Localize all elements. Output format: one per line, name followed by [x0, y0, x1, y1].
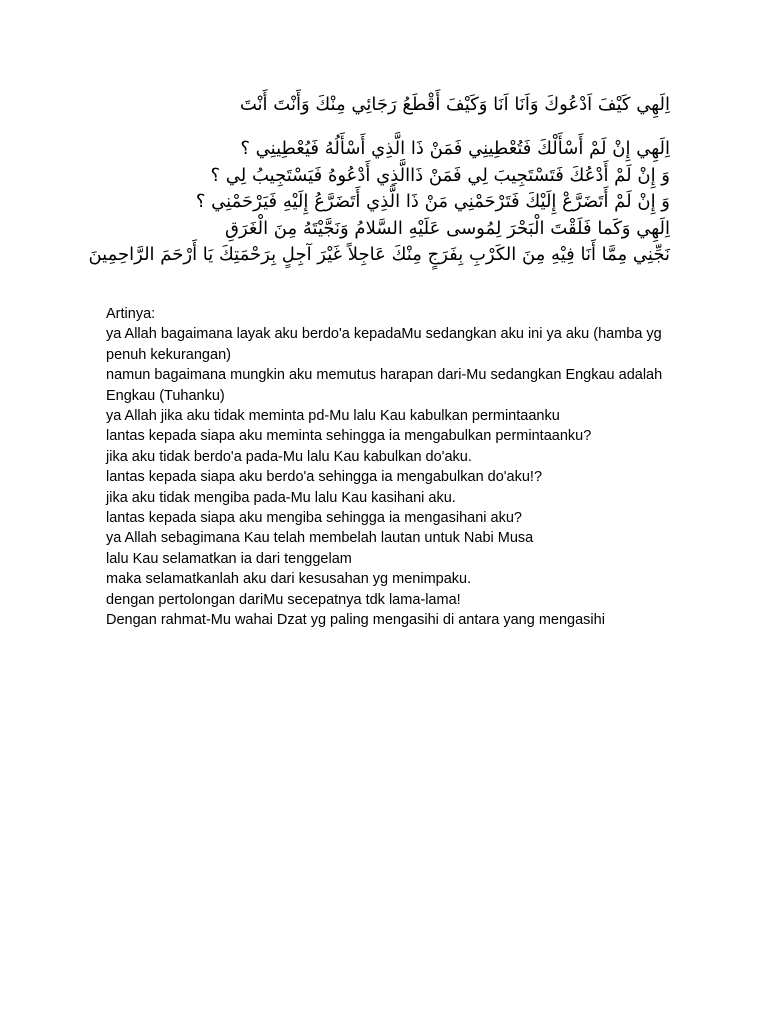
arabic-line: اِلَهِي وَكَما فَلَقْتَ الْبَحْرَ لِمُوسى عَلَيْهِ السَّلامُ وَنَجَّيْتَهُ مِنَ الْغَرَقِ [225, 217, 670, 239]
arabic-line: اِلَهِي إِنْ لَمْ أَسْأَلْكَ فَتُعْطِينِي فَمَنْ ذَا الَّذِي أَسْأَلُهُ فَيُعْطِينِي ؟ [240, 138, 670, 159]
arabic-title-line: اِلَهِي كَيْفَ اَدْعُوكَ وَاَنَا اَنَا وَكَيْفَ أَقْطَعُ رَجَائِي مِنْكَ وَأَنْتَ أَنْتَ [239, 94, 670, 115]
arabic-line: وَ إِنْ لَمْ أَدْعُكَ فَتَسْتَجِيبَ لِي فَمَنْ ذَاالَّذِي أَدْعُوهُ فَيَسْتَجِيبُ لِي ؟ [210, 164, 670, 186]
translation-text [106, 304, 676, 631]
translation-line: lantas kepada siapa aku mengiba sehingga ia mengasihani aku? [106, 510, 522, 527]
translation-line: lantas kepada siapa aku meminta sehingga ia mengabulkan permintaanku? [106, 428, 592, 445]
translation-line: lantas kepada siapa aku berdo'a sehingga ia mengabulkan do'aku!? [106, 469, 543, 486]
arabic-line: نَجِّنِي مِمَّا أَنَا فِيْهِ مِنَ الكَرْبِ بِفَرَجٍ مِنْكَ عَاجِلاً غَيْرَ آجِلٍ بِرَحْمَتِكَ يَا أَرْحَمَ الرَّاحِمِينَ [88, 244, 670, 265]
translation-line: jika aku tidak berdo'a pada-Mu lalu Kau kabulkan do'aku. [106, 448, 472, 465]
translation-heading: Artinya: [106, 306, 156, 322]
translation-line: ya Allah jika aku tidak meminta pd-Mu lalu Kau kabulkan permintaanku [106, 408, 560, 425]
translation-line: dengan pertolongan dariMu secepatnya tdk lama-lama! [106, 591, 461, 608]
arabic-line: وَ إِنْ لَمْ أَتَضَرَّعْ إِلَيْكَ فَتَرْحَمْنِي مَنْ ذَا الَّذِي أَتَضَرَّعُ إِلَيْهِ فَيَرْحَمْنِي ؟ [195, 191, 670, 212]
translation-line: maka selamatkanlah aku dari kesusahan yg menimpaku. [106, 571, 472, 588]
translation-line: ya Allah sebagimana Kau telah membelah lautan untuk Nabi Musa [106, 530, 534, 547]
translation-line: lalu Kau selamatkan ia dari tenggelam [106, 550, 352, 567]
translation-line: Dengan rahmat-Mu wahai Dzat yg paling mengasihi di antara yang mengasihi [106, 612, 605, 629]
translation-line: namun bagaimana mungkin aku memutus harapan dari-Mu sedangkan Engkau adalah Engkau (Tuhanku) [106, 367, 663, 404]
arabic-prayer-text [88, 88, 670, 269]
translation-line: ya Allah bagaimana layak aku berdo'a kepadaMu sedangkan aku ini ya aku (hamba yg penuh kekurangan) [106, 326, 662, 363]
translation-line: jika aku tidak mengiba pada-Mu lalu Kau kasihani aku. [106, 489, 456, 506]
